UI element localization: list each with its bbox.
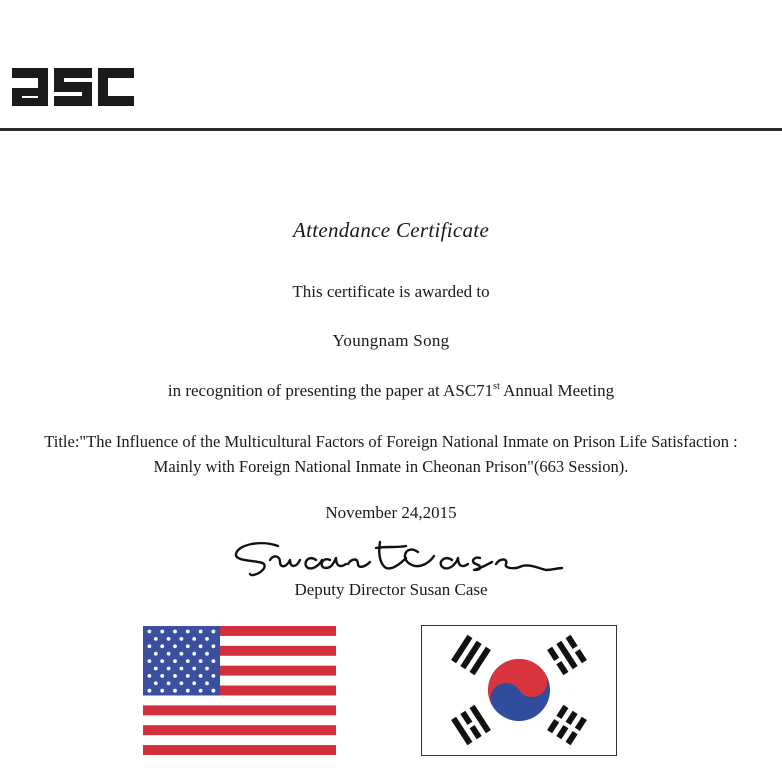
south-korea-flag-icon xyxy=(421,625,617,756)
header-divider xyxy=(0,128,782,131)
certificate-title: Attendance Certificate xyxy=(292,218,490,242)
asc-logo xyxy=(10,62,136,112)
recipient-name: Youngnam Song xyxy=(332,331,450,350)
recognition-suffix: Annual Meeting xyxy=(499,381,615,400)
recognition-ordinal: st xyxy=(493,381,500,392)
handwritten-signature xyxy=(230,534,566,584)
signer-name: Deputy Director Susan Case xyxy=(294,580,488,599)
certificate-date: November 24,2015 xyxy=(325,503,457,522)
awarded-line: This certificate is awarded to xyxy=(292,282,490,301)
recognition-line xyxy=(0,381,782,401)
paper-title-line-2: Mainly with Foreign National Inmate in Cheonan Prison"(663 Session). xyxy=(153,457,629,476)
us-flag-icon xyxy=(143,626,336,755)
paper-title-line-1: Title:"The Influence of the Multicultural Factors of Foreign National Inmate on Prison Life Satisfaction : xyxy=(44,432,738,451)
recognition-prefix: in recognition of presenting the paper at ASC71 xyxy=(167,381,494,400)
